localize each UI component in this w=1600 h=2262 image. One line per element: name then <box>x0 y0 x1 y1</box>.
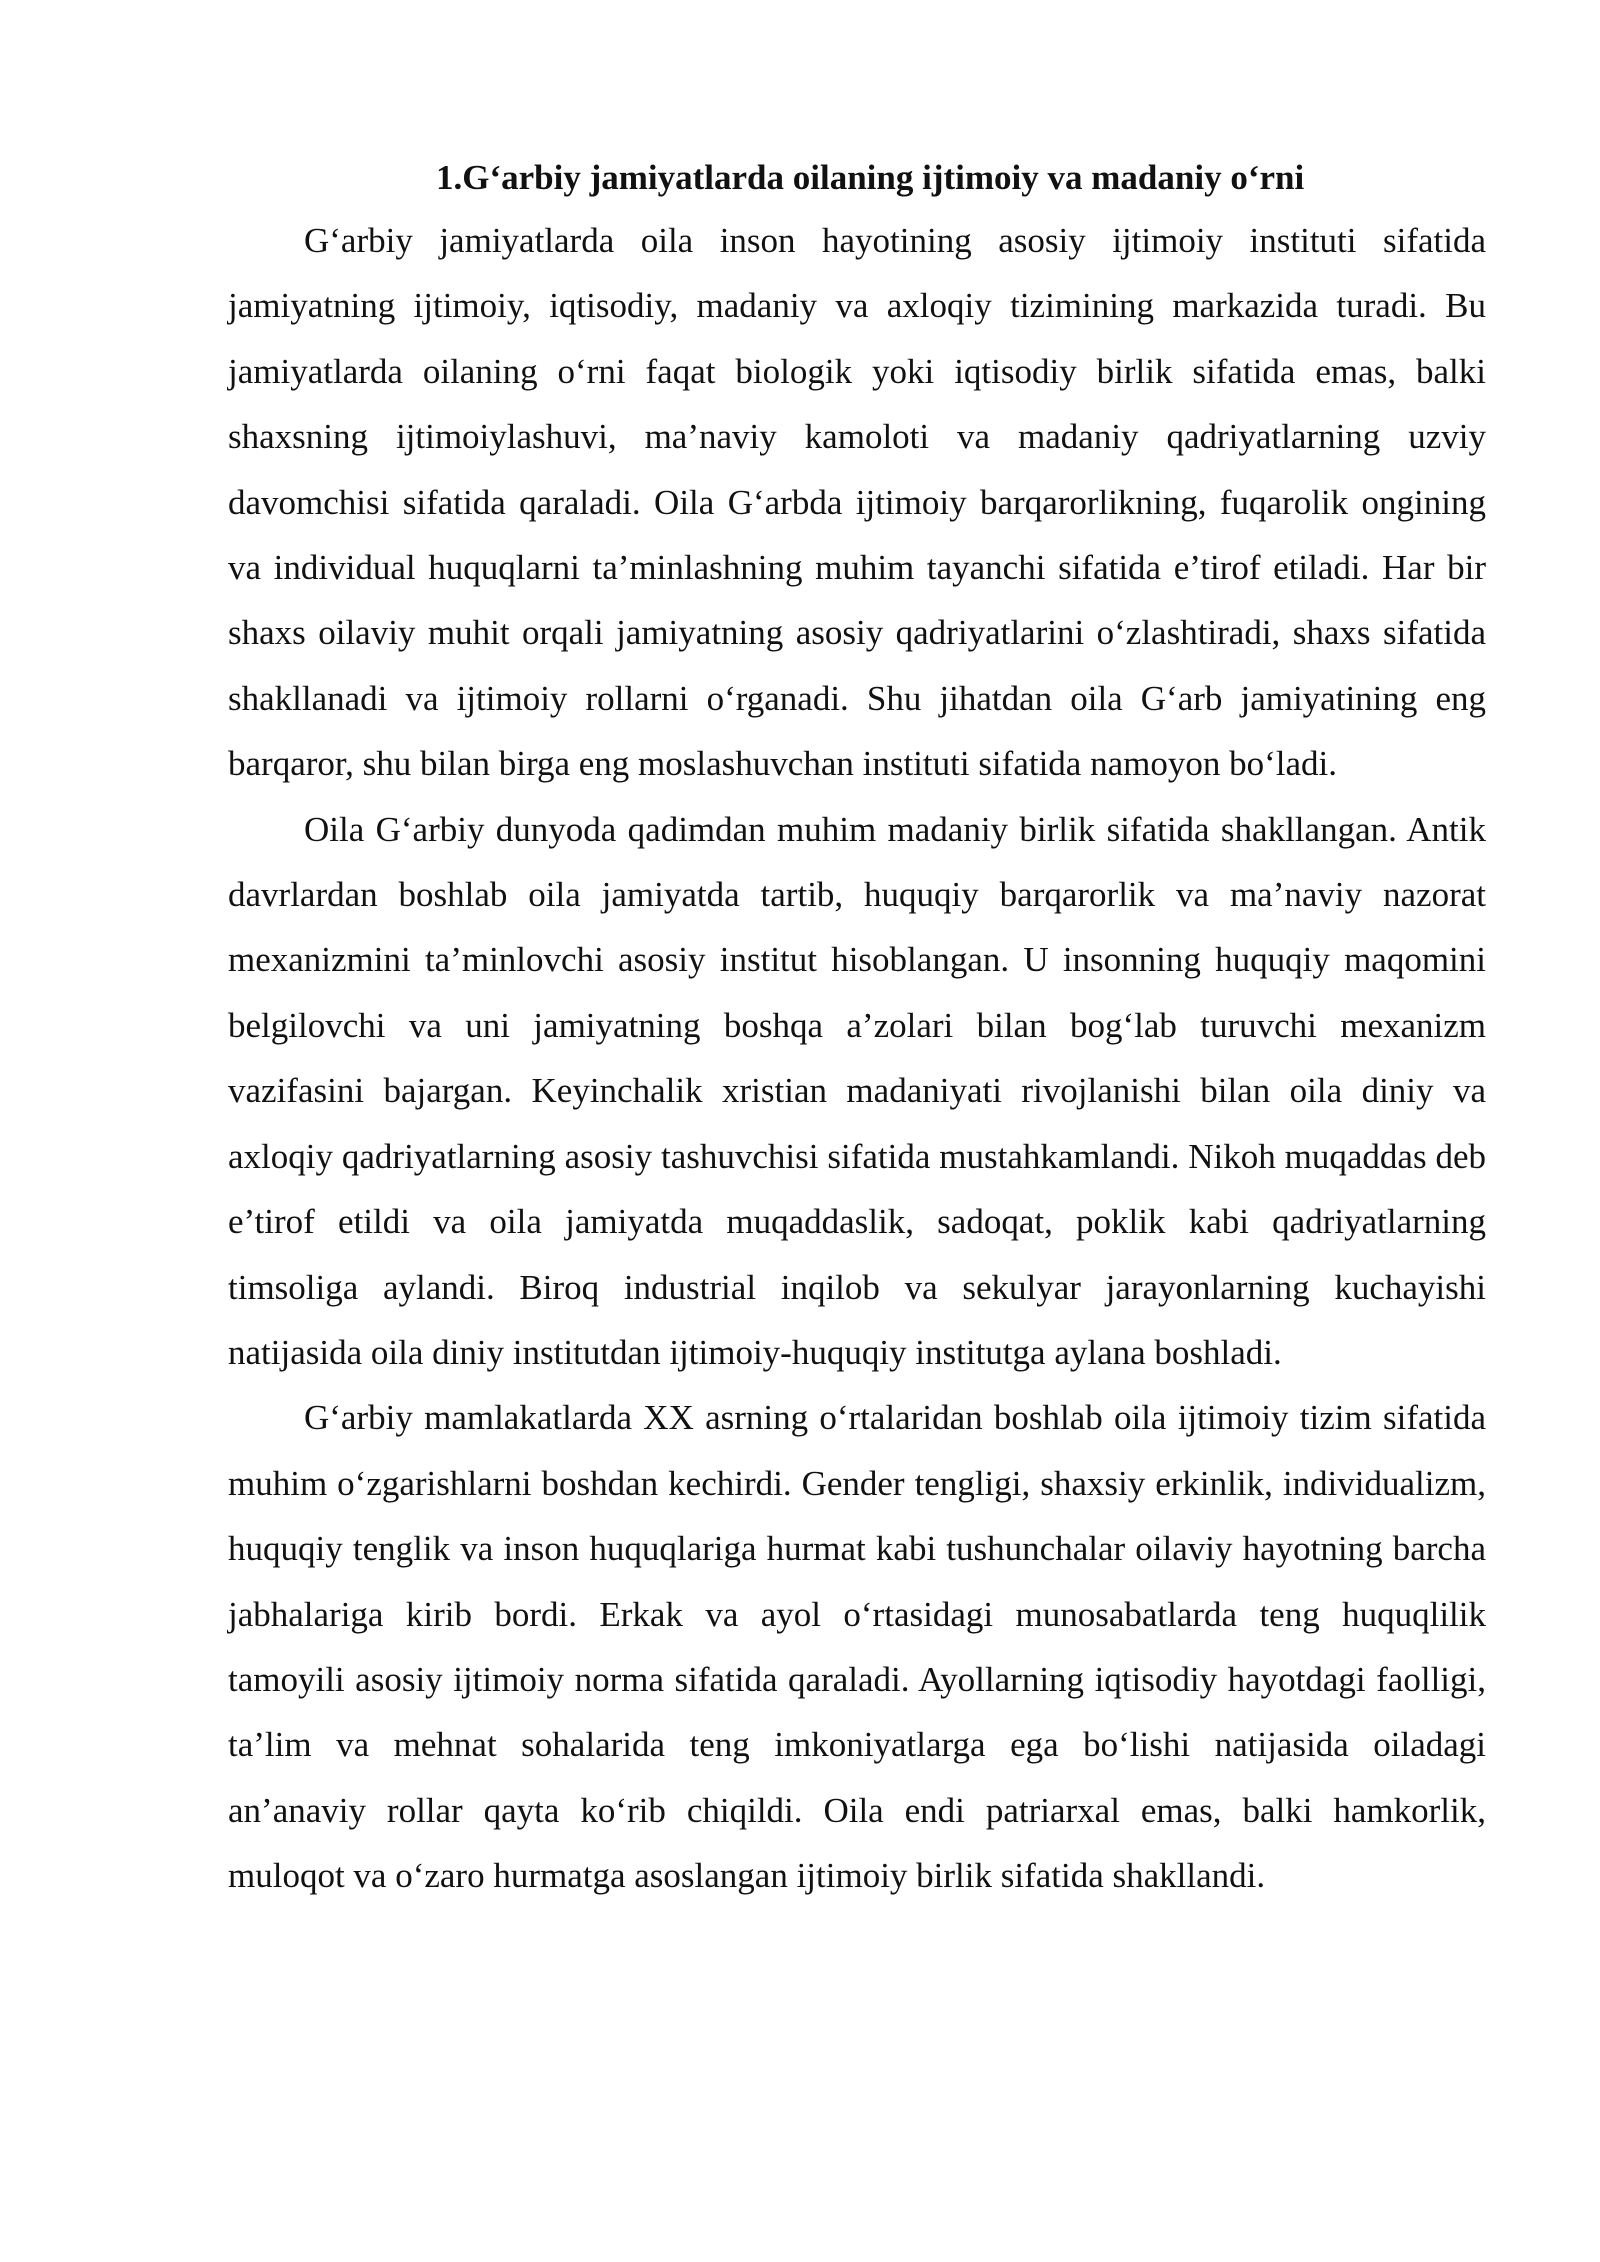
section-heading: 1.G‘arbiy jamiyatlarda oilaning ijtimoiy va madaniy o‘rni <box>436 158 1305 197</box>
document-body <box>228 148 1486 1909</box>
paragraph-3: G‘arbiy mamlakatlarda XX asrning o‘rtalaridan boshlab oila ijtimoiy tizim sifatida muhim o‘zgarishlarni boshdan kechirdi. Gender tengligi, shaxsiy erkinlik, individualizm, huquqiy tenglik va inson huquqlariga hurmat kabi tushunchalar oilaviy hayotning barcha jabhalariga kirib bordi. Erkak va ayol o‘rtasidagi munosabatlarda teng huquqlilik tamoyili asosiy ijtimoiy norma sifatida qaraladi. Ayollarning iqtisodiy hayotdagi faolligi, ta’lim va mehnat sohalarida teng imkoniyatlarga ega bo‘lishi natijasida oiladagi an’anaviy rollar qayta ko‘rib chiqildi. Oila endi patriarxal emas, balki hamkorlik, muloqot va o‘zaro hurmatga asoslangan ijtimoiy birlik sifatida shakllandi. <box>228 1398 1486 1896</box>
paragraph-1: G‘arbiy jamiyatlarda oila inson hayotining asosiy ijtimoiy instituti sifatida jamiyatning ijtimoiy, iqtisodiy, madaniy va axloqiy tizimining markazida turadi. Bu jamiyatlarda oilaning o‘rni faqat biologik yoki iqtisodiy birlik sifatida emas, balki shaxsning ijtimoiylashuvi, ma’naviy kamoloti va madaniy qadriyatlarning uzviy davomchisi sifatida qaraladi. Oila G‘arbda ijtimoiy barqarorlikning, fuqarolik ongining va individual huquqlarni ta’minlashning muhim tayanchi sifatida e’tirof etiladi. Har bir shaxs oilaviy muhit orqali jamiyatning asosiy qadriyatlarini o‘zlashtiradi, shaxs sifatida shakllanadi va ijtimoiy rollarni o‘rganadi. Shu jihatdan oila G‘arb jamiyatining eng barqaror, shu bilan birga eng moslashuvchan instituti sifatida namoyon bo‘ladi. <box>228 221 1486 784</box>
paragraph-2: Oila G‘arbiy dunyoda qadimdan muhim madaniy birlik sifatida shakllangan. Antik davrlardan boshlab oila jamiyatda tartib, huquqiy barqarorlik va ma’naviy nazorat mexanizmini ta’minlovchi asosiy institut hisoblangan. U insonning huquqiy maqomini belgilovchi va uni jamiyatning boshqa a’zolari bilan bog‘lab turuvchi mexanizm vazifasini bajargan. Keyinchalik xristian madaniyati rivojlanishi bilan oila diniy va axloqiy qadriyatlarning asosiy tashuvchisi sifatida mustahkamlandi. Nikoh muqaddas deb e’tirof etildi va oila jamiyatda muqaddaslik, sadoqat, poklik kabi qadriyatlarning timsoliga aylandi. Biroq industrial inqilob va sekulyar jarayonlarning kuchayishi natijasida oila diniy institutdan ijtimoiy-huquqiy institutga aylana boshladi. <box>228 809 1486 1372</box>
